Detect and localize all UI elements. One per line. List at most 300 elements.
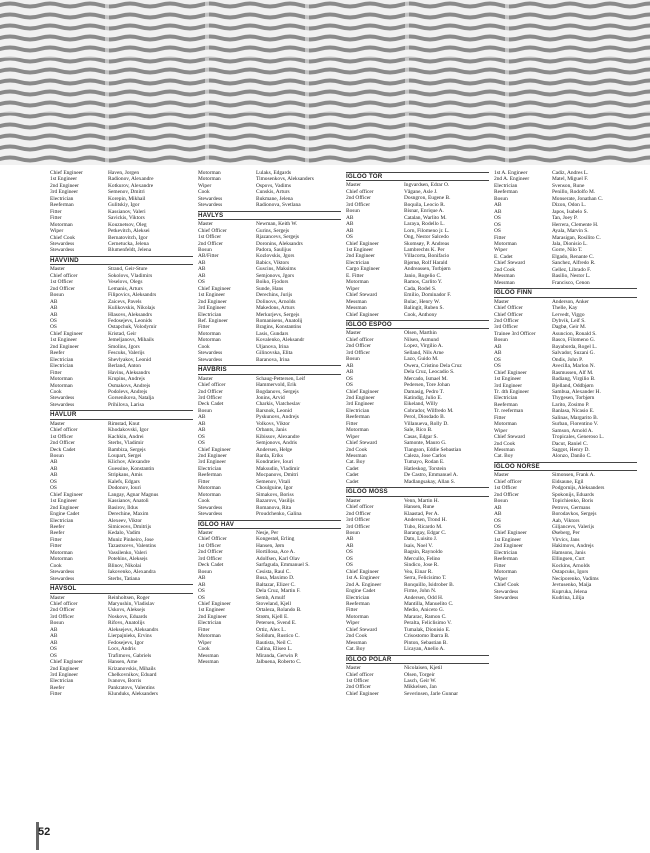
crew-name: Blinov, Nikolai [108, 562, 142, 569]
crew-name: Jemeljanovs, Mihails [108, 337, 154, 344]
crew-name: Radionova, Svetlana [256, 202, 301, 209]
crew-rank: Chief Engineer [346, 311, 379, 318]
crew-rank: Fitter [50, 536, 62, 543]
crew-name: Mantilla, Manuelito C. [404, 601, 454, 607]
crew-name: Hakimovs, Andrejs [552, 543, 594, 550]
crew-name: Thelle, Kay [552, 305, 578, 312]
crew-rank: Motorman [50, 382, 73, 389]
crew-rank: Cook [50, 562, 62, 569]
crew-name: Makedons, Arturs [256, 305, 295, 312]
crew-rank: Bosun [198, 246, 212, 253]
crew-rank: 3rd Engineer [346, 401, 374, 408]
crew-name: Ramos, Carlito Y. [404, 279, 443, 286]
crew-name: Skomsøy, P. Andreas [404, 240, 450, 247]
crew-name: Dela Cruz, Martin F. [256, 588, 301, 595]
crew-rank: Motorman [198, 176, 221, 183]
crew-name: Andersen, Odd H. [404, 594, 444, 601]
crew-rank: 1st Officer [50, 433, 74, 440]
crew-rank: Chief Engineer [50, 330, 83, 337]
crew-rank: 2nd Officer [50, 285, 75, 292]
crew-rank: Chief Steward [494, 260, 525, 267]
crew-name: Hansen, Arne [108, 659, 138, 666]
crew-rank: Electrician [198, 620, 222, 627]
crew-rank: Electrician [494, 549, 518, 556]
crew-name: Khodakovski, Igor [108, 427, 149, 434]
crew-rank: Engine Cadet [346, 588, 376, 595]
crew-rank: Electrician [346, 407, 370, 414]
crew-name: Bukmane, Jelena [256, 195, 293, 202]
crew-name: Kibissov, Alexandre [256, 433, 300, 440]
crew-name: Dela Cruz, Leocadio S. [404, 369, 455, 376]
crew-rank: 2nd Cook [346, 446, 368, 453]
crew-name: Ong, Nestor Salcedo [404, 234, 449, 241]
crew-name: Klaastad, Per A. [404, 510, 440, 517]
crew-name: Adolfsen, Karl Olav [256, 555, 300, 562]
ship-section [50, 256, 193, 408]
crew-rank: 2nd Officer [346, 510, 371, 517]
crew-name: Salinas, Margarito B. [552, 414, 599, 421]
crew-rank: 1st Engineer [50, 176, 78, 183]
crew-name: Maryushin, Vladislav [108, 601, 155, 607]
crew-rank: Trainee 3rd Officer [494, 330, 536, 337]
crew-name: Perol, Diosdado B. [404, 414, 446, 421]
crew-name: Larito, Zosimo P. [552, 401, 590, 408]
crew-rank: Stewardess [494, 595, 519, 601]
crew-name: Lasch, Geir W. [404, 677, 437, 684]
crew-rank: Chief officer [50, 427, 78, 434]
ship-section [346, 320, 489, 485]
ship-section [346, 655, 489, 698]
crew-name: Strand, Geir-Sture [108, 266, 148, 273]
crew-name: Ortaleza, Rolando B. [256, 607, 302, 614]
crew-name: Dolinovs, Arnolds [256, 298, 296, 305]
crew-name: Eikeland, Willy [404, 401, 438, 408]
crew-rank: 2nd Engineer [198, 298, 227, 305]
crew-name: Derechine, Maxim [108, 511, 149, 518]
crew-rank: 1st Engineer [346, 246, 374, 253]
crew-name: Rjazancevs, Sergejs [256, 234, 300, 241]
crew-rank: 3rd Officer [50, 613, 74, 620]
crew-name: Alexeev, Viktor [108, 517, 142, 524]
crew-name: Baranova, Irina [256, 356, 290, 363]
crew-rank: Cat. Boy [346, 646, 366, 653]
ship-name: IGLOO ESPOO [346, 320, 489, 329]
crew-rank: OS [50, 317, 57, 324]
crew-rank: Stewardess [50, 247, 75, 254]
crew-name: Muniz Pinheiro, Jose [108, 536, 154, 543]
crew-name: Asuncion, Ronald S. [552, 330, 597, 337]
crew-rank: 2nd Cook [494, 440, 516, 447]
crew-rank: Fitter [346, 607, 358, 614]
ship-name: IGLOO POLAR [346, 655, 489, 664]
crew-name: Derechins, Jurijs [256, 292, 293, 299]
crew-name: Tiangson, Eddie Sebastian [404, 446, 462, 453]
crew-rank: OS [346, 555, 353, 562]
crew-rank: 1st Engineer [494, 376, 522, 383]
crew-rank: Reeferman [346, 414, 370, 421]
crew-rank: AB/Fitter [198, 253, 219, 260]
crew-name: Vågane, Asle J. [404, 188, 438, 195]
crew-name: Basirov, Ildus [108, 504, 138, 511]
crew-rank: Chief officer [198, 382, 226, 389]
crew-rank: 1st Engineer [494, 536, 522, 543]
ship-section [50, 170, 193, 254]
crew-rank: AB [50, 465, 58, 472]
crew-rank: Stewardess [198, 504, 223, 511]
crew-name: Spokonijs, Eduards [552, 491, 594, 498]
crew-rank: Fitter [494, 562, 506, 569]
crew-name: Tubo, Ricardo M. [404, 523, 443, 530]
crew-name: Peralta, Feliclisimo V. [404, 620, 452, 627]
crew-rank: Fitter [198, 324, 210, 331]
crew-name: Dagbø, Geir M. [552, 324, 587, 331]
crew-name: Sterbs, Tatiana [108, 575, 140, 582]
crew-rank: 1st Officer [198, 234, 222, 241]
crew-row [494, 453, 637, 459]
crew-rank: Electrician [50, 195, 74, 202]
crew-rank: Reeferman [50, 202, 74, 209]
crew-name: Bogdanovs, Sergejs [256, 388, 299, 395]
crew-name: Gurins, Sergejs [256, 227, 290, 234]
ship-name: IGLOO FINN [494, 288, 637, 297]
crew-name: Janio, Rogelio C. [404, 272, 442, 279]
crew-rank: Messman [494, 447, 515, 454]
crew-rank: Cadet [346, 478, 359, 485]
crew-rank: Wiper [494, 575, 508, 582]
crew-rank: Cook [198, 498, 210, 505]
crew-name: Barangay, Edgar C. [404, 530, 447, 537]
crew-name: Petrovs, Germans [552, 504, 591, 511]
crew-rank: Electrician [494, 395, 518, 402]
crew-rank: Messman [198, 652, 219, 659]
crew-rank: 2nd Officer [346, 343, 371, 350]
ship-name: HAVLUR [50, 410, 193, 419]
crew-rank: Wiper [494, 247, 508, 254]
crew-rank: 1st Engineer [50, 498, 78, 505]
crew-name: Semjonovs, Jgors [256, 272, 295, 279]
crew-rank: Motorman [50, 221, 73, 228]
crew-rank: Chief officer [494, 478, 522, 485]
crew-name: Semb, Arnulf [256, 594, 286, 601]
crew-rank: Motorman [346, 279, 369, 286]
crew-rank: Stewardess [50, 401, 75, 408]
crew-rank: 3rd Engineer [50, 189, 78, 196]
crew-rank: AB [198, 266, 206, 273]
crew-rank: OS [494, 215, 501, 222]
crew-name: Catalan, Warlito M. [404, 214, 447, 221]
crew-name: Casas, Edgar S. [404, 433, 438, 440]
crew-rank: 2nd Officer [494, 491, 519, 498]
crew-name: Kulikovskis, Nikolajs [108, 305, 156, 312]
crew-name: Bagsin, Raynoldo [404, 549, 443, 556]
crew-name: Maksudin, Vladimir [256, 465, 300, 472]
crew-name: Guessine, Konstantin [108, 465, 155, 472]
crew-name: Noskovs, Eduards [108, 613, 148, 620]
crew-rank: AB [494, 350, 502, 357]
crew-row [346, 646, 489, 652]
crew-rank: AB [346, 536, 354, 543]
crew-name: Cada, Rodel S. [404, 285, 437, 292]
crew-rank: Master [346, 665, 361, 672]
crew-name: Samson, Arnold A. [552, 427, 594, 434]
crew-name: Uskovs, Aleksejs [108, 607, 146, 614]
crew-name: Choulguine, Igor [256, 485, 293, 492]
crew-rank: Chief Officer [494, 311, 523, 318]
crew-name: Dosngron, Eugene B. [404, 195, 451, 202]
crew-rank: OS [346, 234, 353, 241]
crew-name: Hammervold, Erik [256, 382, 297, 389]
crew-rank: Electrician [50, 363, 74, 370]
crew-name: Tazastscevs, Valentins [108, 543, 157, 550]
crew-rank: 2nd Engineer [198, 453, 227, 460]
crew-name: Dodonov, Iouri [108, 485, 141, 492]
crew-name: Avecilla, Marlon N. [552, 363, 596, 370]
crew-rank: AB [50, 459, 58, 466]
crew-rank: Motorman [198, 491, 221, 498]
crew-rank: Chief Steward [346, 292, 377, 299]
crew-name: Thygesen, Torbjørn [552, 395, 595, 402]
crew-name: Loupart, Sergei [108, 453, 142, 460]
crew-name: Kondratiev, Iouri [256, 459, 294, 466]
crew-name: Penillo, Rodolfo M. [552, 189, 596, 196]
crew-name: Sanchez, Alfredo R. [552, 260, 596, 267]
crew-rank: E. Cadet [494, 253, 513, 260]
crew-rank: OS [50, 485, 57, 492]
ship-section [50, 410, 193, 582]
crew-name: Sokolovs, Vladimirs [108, 272, 153, 279]
crew-name: Krupins, Andrejs [108, 376, 145, 383]
ship-section [494, 288, 637, 460]
crew-name: Newman, Keith W. [256, 221, 298, 228]
crew-name: Bragins, Konstantins [256, 324, 302, 331]
crew-name: Bjelland, Oddbjørn [552, 382, 594, 389]
crew-name: Sambua, Alexander H. [552, 388, 601, 395]
crew-name: Klichov, Alexandre [108, 459, 150, 466]
crew-name: Babics, Viktors [256, 259, 290, 266]
crew-name: Orbants, Janis [256, 427, 287, 434]
crew-name: Boquila, Leocio R. [404, 201, 446, 208]
crew-rank: Chief Engineer [494, 530, 527, 537]
crew-rank: 2nd Cook [494, 266, 516, 273]
crew-rank: Fitter [198, 626, 210, 633]
crew-name: Simonsen, Frank A. [552, 472, 595, 479]
crew-name: Katindig, Julio E. [404, 394, 443, 401]
crew-name: Olsen, Torgeir [404, 671, 435, 678]
crew-rank: AB [50, 472, 58, 479]
crew-rank: Wiper [198, 639, 212, 646]
crew-name: Lulaks, Edgards [256, 170, 292, 176]
ship-section [346, 172, 489, 318]
ship-name: HAVSOL [50, 584, 193, 593]
crew-rank: Electrician [198, 311, 222, 318]
crew-rank: Master [346, 182, 361, 189]
crew-name: Jalbuena, Roberto C. [256, 659, 302, 666]
crew-rank: Fitter [50, 691, 62, 698]
crew-name: Damasig, Pedro T. [404, 388, 444, 395]
crew-name: Timosenkovs, Aleksanders [256, 176, 314, 183]
crew-rank: AB [50, 639, 58, 646]
crew-name: Jonins, Arvid [256, 394, 285, 401]
crew-name: Basilio, Nestor L. [552, 273, 591, 280]
crew-name: Lervedt, Viggo [552, 311, 585, 318]
crew-rank: AB [198, 414, 206, 421]
crew-rank: AB [198, 581, 206, 588]
crew-name: Romanisens, Anatolij [256, 317, 303, 324]
crew-rank: Wiper [346, 433, 360, 440]
crew-rank: AB [346, 369, 354, 376]
crew-rank: Master [198, 530, 213, 537]
crew-rank: Stewardess [198, 350, 223, 357]
crew-rank: Bosun [50, 620, 64, 627]
crew-name: Nilsen, Asmund [404, 336, 439, 343]
crew-rank: 3rd Engineer [50, 671, 78, 678]
crew-rank: OS [494, 517, 501, 524]
crew-rank: Master [494, 298, 509, 305]
crew-rank: OS [346, 549, 353, 556]
crew-rank: Master [50, 594, 65, 601]
ship-name: IGLOO NORSE [494, 462, 637, 471]
crew-name: Mocpanovs, Dmitri [256, 472, 299, 479]
crew-rank: 2nd A. Engineer [346, 581, 382, 588]
crew-name: Lopez, Virgilio A. [404, 343, 444, 350]
crew-rank: Fitter [494, 234, 506, 241]
crew-rank: Deck Cadet [198, 562, 224, 569]
crew-rank: Cook [198, 189, 210, 196]
crew-name: Balingit, Ruben S. [404, 305, 444, 312]
crew-name: Firme, John N. [404, 588, 437, 595]
crew-name: Ellingsen, Curt [552, 556, 585, 563]
crew-name: Guscins, Maksims [256, 266, 296, 273]
crew-name: Potehins, Aleksejs [108, 556, 148, 563]
crew-rank: Bosun [50, 292, 64, 299]
crew-name: Villanueva, Rolly D. [404, 420, 449, 427]
crew-name: Lierpajnieks, Ervins [108, 633, 152, 640]
crew-name: Tumayo, Rodan E. [404, 459, 445, 466]
crew-rank: Chief officer [346, 188, 374, 195]
crew-rank: 2nd Officer [494, 317, 519, 324]
crew-rank: 3rd Officer [346, 349, 370, 356]
crew-rank: Electrician [346, 594, 370, 601]
crew-row [198, 511, 341, 517]
crew-name: Hansen, Jørn [256, 542, 285, 549]
crew-rank: OS [346, 382, 353, 389]
crew-rank: Messman [346, 639, 367, 646]
crew-rank: Chief Engineer [198, 446, 231, 453]
crew-name: Bernatovitch, Igor [108, 234, 148, 241]
crew-row [50, 247, 193, 253]
crew-rank: 1st Officer [50, 279, 74, 286]
crew-rank: Cook [50, 388, 62, 395]
crew-rank: AB [494, 208, 502, 215]
crew-rank: Chief Cook [494, 582, 520, 589]
ship-section [494, 170, 637, 286]
crew-name: Pyskunovs, Andrejs [256, 414, 299, 421]
crew-name: Sindico, Jose R. [404, 562, 439, 569]
crew-name: Sale, Rico B. [404, 427, 433, 434]
crew-rank: Electrician [50, 517, 74, 524]
crew-name: Marasigan, Rosilito C. [552, 234, 601, 241]
crew-rank: Cook [198, 343, 210, 350]
crew-rank: 2nd Engineer [346, 253, 375, 260]
crew-name: Andersen, Helge [256, 446, 293, 453]
crew-rank: 2nd Engineer [198, 613, 227, 620]
crew-rank: Cook [198, 646, 210, 653]
crew-name: Kupruka, Jelena [552, 588, 588, 595]
crew-name: Lemanis, Arturs [108, 285, 143, 292]
crew-rank: Cat. Boy [346, 459, 366, 466]
crew-name: Dizon, Odon L. [552, 202, 586, 209]
crew-rank: OS [50, 324, 57, 331]
crew-name: Cesista, Raul C. [256, 568, 291, 575]
crew-rank: OS [198, 279, 205, 286]
crew-rank: Electrician [198, 465, 222, 472]
crew-name: Uljanova, Irina [256, 343, 289, 350]
crew-rank: 2nd Officer [50, 440, 75, 447]
crew-name: Bisnar, Enrique A. [404, 208, 444, 215]
crew-rank: OS [494, 356, 501, 363]
crew-name: Bambiza, Sergejs [108, 446, 146, 453]
crew-rank: Fitter [50, 543, 62, 550]
crew-rank: Chief Steward [494, 434, 525, 441]
crew-row [50, 576, 193, 582]
crew-rank: Deck Cadet [50, 446, 76, 453]
crew-column-2 [198, 170, 341, 666]
crew-name: Podolevs, Andrejs [108, 388, 148, 395]
crew-name: Petersen, Svend E. [256, 620, 297, 627]
page-number: 52 [38, 826, 51, 838]
crew-name: Krizanovskis, Mihails [108, 665, 156, 672]
crew-rank: Messman [494, 273, 515, 280]
crew-name: Volkovs, Viktor [256, 420, 290, 427]
crew-rank: 2nd Engineer [50, 665, 79, 672]
crew-rank: AB [198, 427, 206, 434]
crew-rank: 2nd Cook [346, 633, 368, 640]
crew-name: Ostapcuks, Igors [552, 569, 589, 576]
crew-name: Neciporenko, Vadims [552, 575, 599, 582]
crew-rank: AB [494, 504, 502, 511]
crew-rank: E. Fitter [346, 272, 364, 279]
crew-rank: AB [50, 633, 58, 640]
ship-section [198, 211, 341, 363]
ship-name: HAVBRIS [198, 365, 341, 374]
crew-rank: OS [198, 594, 205, 601]
crew-name: Doronins, Aleksandrs [256, 240, 303, 247]
crew-name: Gellez, Librado F. [552, 266, 592, 273]
crew-name: Basco, Filomeno G. [552, 337, 596, 344]
crew-name: De Castro, Emmanuel A. [404, 472, 459, 479]
crew-rank: Chief officer [346, 504, 374, 511]
crew-name: Ayala, Marvin S. [552, 228, 589, 235]
crew-name: Shevlyakov, Leonid [108, 356, 152, 363]
crew-rank: Stewardess [198, 195, 223, 202]
crew-name: Sterbs, Vladimir [108, 440, 144, 447]
crew-row [198, 357, 341, 363]
crew-rank: Motorman [346, 613, 369, 620]
crew-name: Salvador, Suzani G. [552, 350, 595, 357]
crew-name: Rifovs, Anatolijs [108, 620, 145, 627]
crew-rank: Motorman [198, 337, 221, 344]
crew-rank: Motorman [198, 485, 221, 492]
crew-name: Ingvardsen, Edrar O. [404, 182, 450, 189]
crew-rank: Motorman [50, 549, 73, 556]
crew-name: Kalefs, Edgars [108, 478, 140, 485]
crew-rank: Chief Engineer [198, 285, 231, 292]
crew-name: Datu, Luisito J. [404, 536, 438, 543]
wave-pattern-graphic [0, 0, 650, 165]
crew-name: Veselovs, Olegs [108, 279, 143, 286]
crew-rank: Chief officer [346, 336, 374, 343]
crew-row [494, 280, 637, 286]
